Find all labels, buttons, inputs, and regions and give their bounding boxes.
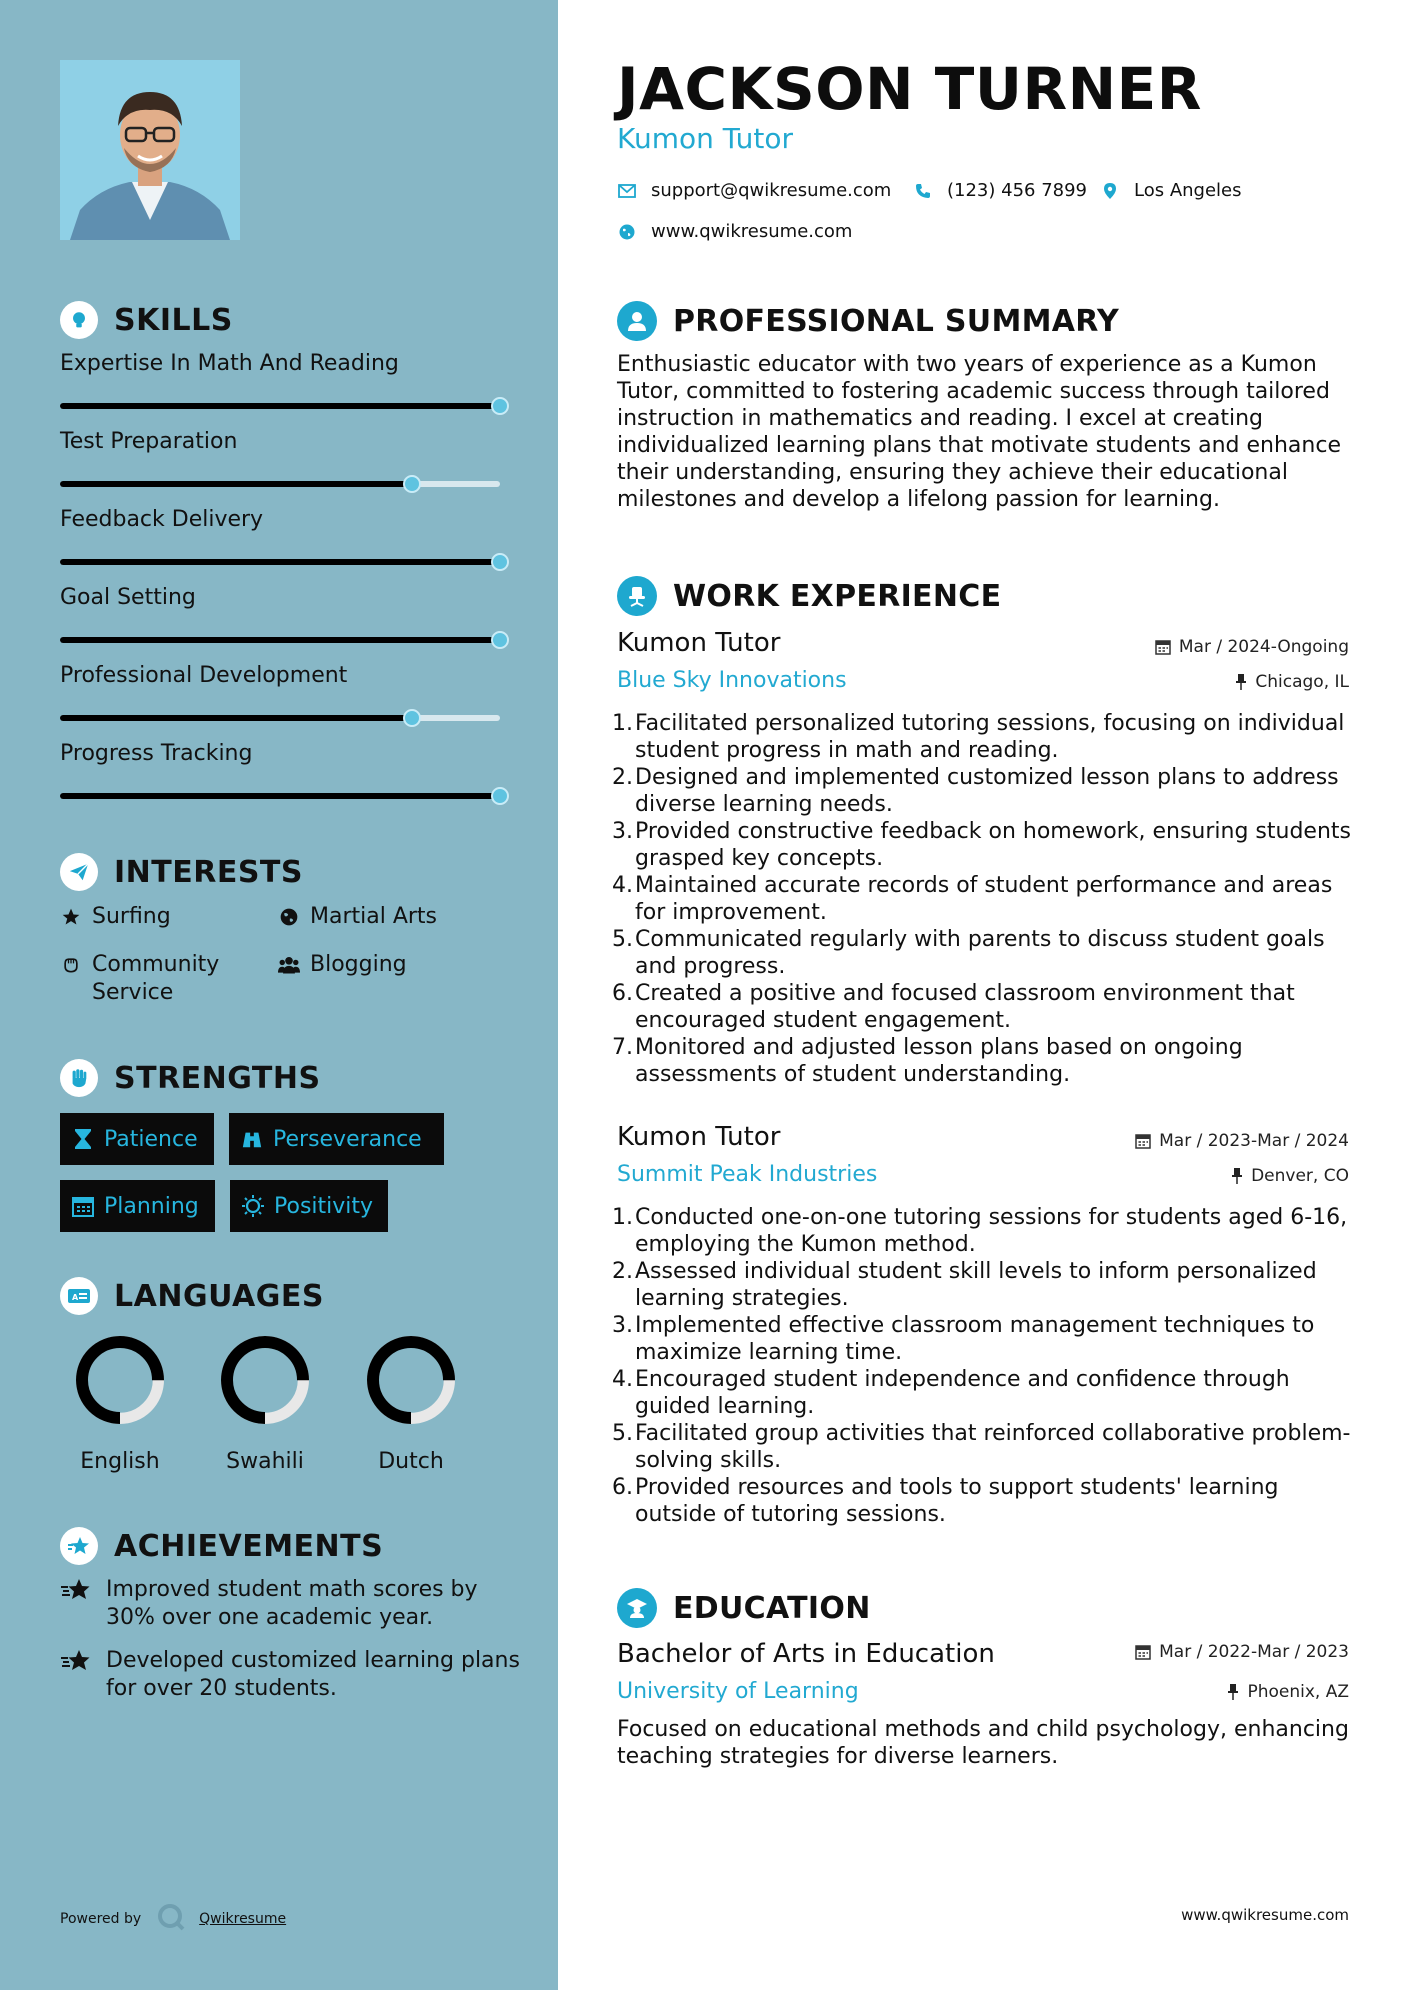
person-name: JACKSON TURNER — [617, 55, 1202, 123]
pushpin-icon — [1227, 1684, 1239, 1700]
experience-header: WORK EXPERIENCE — [617, 576, 1001, 616]
globe-icon — [617, 222, 637, 242]
pushpin-icon — [1235, 674, 1247, 690]
interest-item: Martial Arts — [278, 903, 437, 931]
skill-bar — [60, 403, 500, 409]
job-company: Summit Peak Industries — [617, 1162, 878, 1187]
achievements-header: ACHIEVEMENTS — [60, 1527, 383, 1565]
list-item: Assessed individual student skill levels to inform personalized learning strategies. — [635, 1259, 1317, 1311]
language-ring — [218, 1333, 312, 1427]
education-location: Phoenix, AZ — [1227, 1682, 1349, 1702]
phone-icon — [913, 181, 933, 201]
language-item: Swahili — [210, 1333, 320, 1474]
contact-location: Los Angeles — [1100, 180, 1242, 201]
strength-chip: Positivity — [230, 1180, 388, 1232]
svg-text:A: A — [72, 1293, 79, 1302]
sidebar — [0, 0, 558, 1990]
skill-item: Progress Tracking — [60, 741, 508, 766]
job-location: Denver, CO — [1231, 1166, 1349, 1186]
star-icon — [60, 903, 82, 931]
job-dates: Mar / 2024-Ongoing — [1155, 637, 1349, 657]
skill-bar-knob — [403, 475, 421, 493]
list-item: Maintained accurate records of student performance and areas for improvement. — [635, 873, 1333, 925]
calendar-icon — [1135, 1644, 1151, 1660]
interest-item: Surfing — [60, 903, 171, 931]
skill-bar — [60, 481, 500, 487]
trophy-star-icon — [60, 1647, 92, 1675]
list-item: Encouraged student independence and confidence through guided learning. — [635, 1367, 1290, 1419]
person-role: Kumon Tutor — [617, 122, 793, 155]
pushpin-icon — [1231, 1168, 1243, 1184]
skill-bar — [60, 715, 500, 721]
skill-bar-knob — [403, 709, 421, 727]
users-icon — [278, 951, 300, 979]
list-item: Facilitated group activities that reinforced collaborative problem-solving skills. — [635, 1421, 1351, 1473]
strength-chip: Perseverance — [229, 1113, 444, 1165]
calendar-icon — [72, 1195, 94, 1217]
skill-bar-knob — [491, 553, 509, 571]
user-icon — [617, 301, 657, 341]
calendar-icon — [1135, 1133, 1151, 1149]
calendar-icon — [1155, 639, 1171, 655]
skill-item: Professional Development — [60, 663, 508, 688]
skills-header: SKILLS — [60, 301, 233, 339]
list-item: Facilitated personalized tutoring sessions, focusing on individual student progress in math and reading. — [635, 711, 1345, 763]
list-item: Provided constructive feedback on homework, ensuring students grasped key concepts. — [635, 819, 1351, 871]
binoculars-icon — [241, 1128, 263, 1150]
education-description: Focused on educational methods and child psychology, enhancing teaching strategies for diverse learners. — [617, 1717, 1349, 1769]
skill-bar — [60, 637, 500, 643]
footer-website[interactable]: www.qwikresume.com — [1181, 1906, 1349, 1924]
job-company: Blue Sky Innovations — [617, 668, 847, 693]
language-ring — [73, 1333, 167, 1427]
job-title: Kumon Tutor — [617, 1122, 781, 1152]
star-badge-icon — [60, 1527, 98, 1565]
skill-bar-knob — [491, 397, 509, 415]
hand-icon — [60, 951, 82, 979]
summary-text: Enthusiastic educator with two years of experience as a Kumon Tutor, committed to fostering academic success through tailored instruction in mathematics and reading. I excel at creating individualized learning plans that motivate students and enhance their understanding, ensuring they achieve their educational milestones and develop a lifelong passion for learning. — [617, 352, 1341, 512]
language-item: Dutch — [356, 1333, 466, 1474]
education-degree: Bachelor of Arts in Education — [617, 1639, 995, 1669]
list-item: Provided resources and tools to support students' learning outside of tutoring sessions. — [635, 1475, 1279, 1527]
lightbulb-icon — [60, 301, 98, 339]
skill-item: Expertise In Math And Reading — [60, 351, 508, 376]
education-dates: Mar / 2022-Mar / 2023 — [1135, 1642, 1349, 1662]
list-item: Conducted one-on-one tutoring sessions for students aged 6-16, employing the Kumon method. — [635, 1205, 1348, 1257]
qwikresume-logo-icon — [157, 1903, 185, 1935]
language-item: English — [65, 1333, 175, 1474]
achievement-item: Developed customized learning plans for over 20 students. — [60, 1647, 520, 1703]
fist-icon — [60, 1059, 98, 1097]
powered-by: Powered by Qwikresume — [60, 1903, 286, 1935]
globe-icon — [278, 903, 300, 931]
interests-header: INTERESTS — [60, 853, 303, 891]
office-chair-icon — [617, 576, 657, 616]
job-duties-list — [612, 710, 1352, 1088]
list-item: Implemented effective classroom management techniques to maximize learning time. — [635, 1313, 1315, 1365]
skill-item: Test Preparation — [60, 429, 508, 454]
job-location: Chicago, IL — [1235, 672, 1349, 692]
skill-item: Goal Setting — [60, 585, 508, 610]
sun-icon — [242, 1195, 264, 1217]
summary-header: PROFESSIONAL SUMMARY — [617, 301, 1119, 341]
skill-item: Feedback Delivery — [60, 507, 508, 532]
interest-item: Blogging — [278, 951, 407, 979]
strengths-header: STRENGTHS — [60, 1059, 321, 1097]
list-item: Designed and implemented customized lesson plans to address diverse learning needs. — [635, 765, 1339, 817]
skill-bar-knob — [491, 631, 509, 649]
list-item: Communicated regularly with parents to discuss student goals and progress. — [635, 927, 1325, 979]
job-duties-list — [612, 1204, 1352, 1528]
skill-bar — [60, 559, 500, 565]
job-dates: Mar / 2023-Mar / 2024 — [1135, 1131, 1349, 1151]
strength-chip: Patience — [60, 1113, 214, 1165]
achievement-item: Improved student math scores by 30% over one academic year. — [60, 1576, 520, 1632]
paper-plane-icon — [60, 853, 98, 891]
job-title: Kumon Tutor — [617, 628, 781, 658]
id-card-icon — [60, 1277, 98, 1315]
profile-photo — [60, 60, 240, 240]
graduate-icon — [617, 1588, 657, 1628]
interest-item: Community Service — [60, 951, 240, 1007]
list-item: Monitored and adjusted lesson plans based on ongoing assessments of student understanding. — [635, 1035, 1243, 1087]
languages-header: A LANGUAGES — [60, 1277, 324, 1315]
list-item: Created a positive and focused classroom environment that encouraged student engagement. — [635, 981, 1295, 1033]
education-school: University of Learning — [617, 1679, 859, 1704]
envelope-icon — [617, 181, 637, 201]
map-pin-icon — [1100, 181, 1120, 201]
language-ring — [364, 1333, 458, 1427]
contact-website[interactable]: www.qwikresume.com — [617, 221, 852, 242]
contact-email[interactable]: support@qwikresume.com — [617, 180, 891, 201]
strength-chip: Planning — [60, 1180, 215, 1232]
skill-bar-knob — [491, 787, 509, 805]
trophy-star-icon — [60, 1576, 92, 1604]
skill-bar — [60, 793, 500, 799]
qwikresume-link[interactable]: Qwikresume — [199, 1911, 287, 1927]
education-header: EDUCATION — [617, 1588, 871, 1628]
contact-phone[interactable]: (123) 456 7899 — [913, 180, 1087, 201]
hourglass-icon — [72, 1128, 94, 1150]
